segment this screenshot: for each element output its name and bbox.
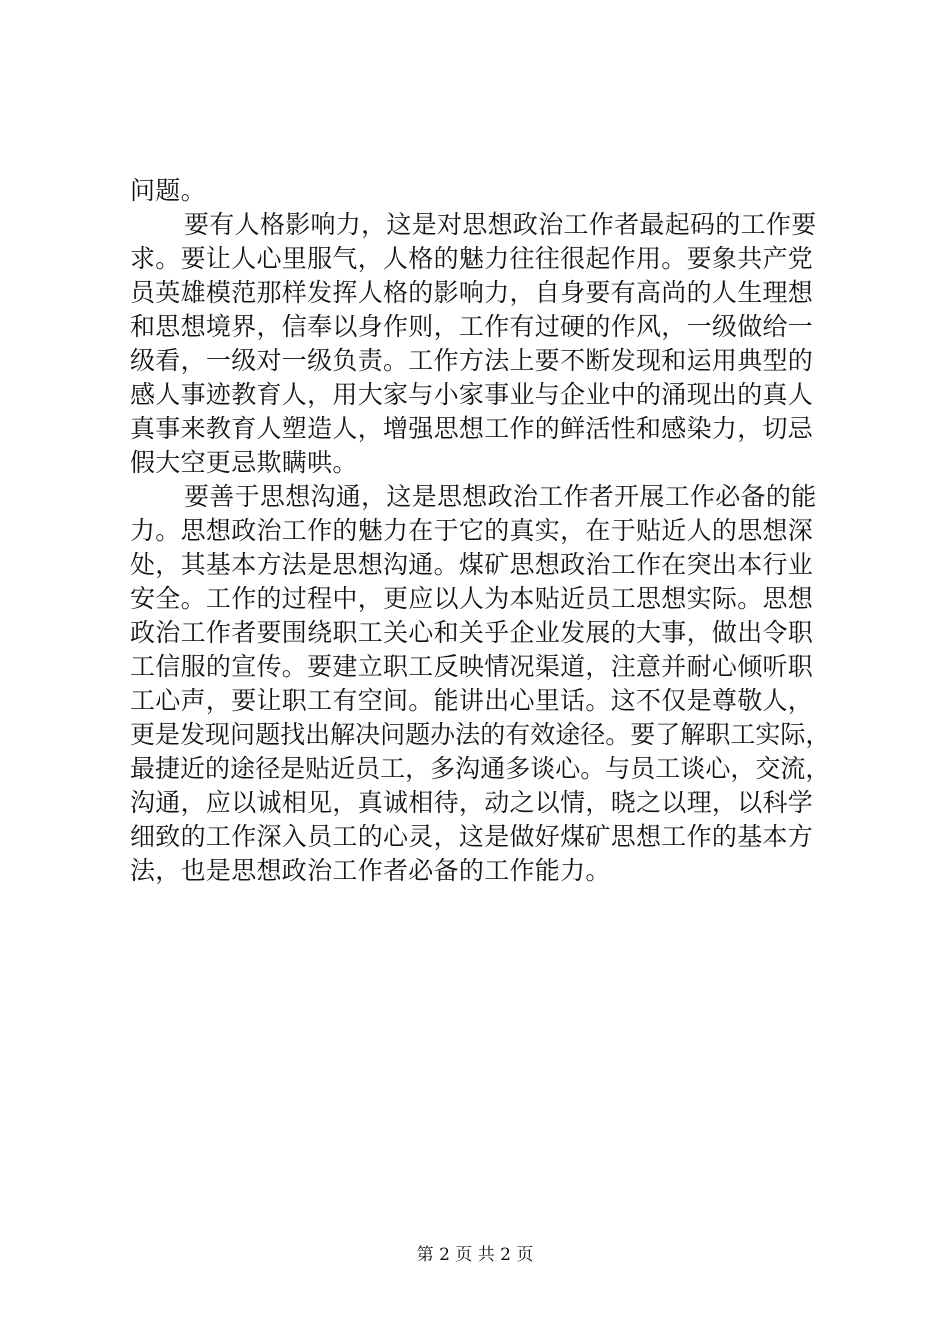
text-line: 工信服的宣传。要建立职工反映情况渠道，注意并耐心倾听职 [130,652,814,681]
text-line: 法，也是思想政治工作者必备的工作能力。 [130,856,611,885]
text-line: 沟通，应以诚相见，真诚相待，动之以情，晓之以理，以科学 [130,788,814,817]
text-line: 问题。 [130,176,206,205]
text-line: 安全。工作的过程中，更应以人为本贴近员工思想实际。思想 [130,584,814,613]
text-line: 最捷近的途径是贴近员工，多沟通多谈心。与员工谈心，交流， [130,754,831,783]
text-line: 要善于思想沟通，这是思想政治工作者开展工作必备的能 [184,482,817,511]
text-line: 要有人格影响力，这是对思想政治工作者最起码的工作要 [184,210,817,239]
text-line: 员英雄模范那样发挥人格的影响力，自身要有高尚的人生理想 [130,278,814,307]
text-line: 和思想境界，信奉以身作则，工作有过硬的作风，一级做给一 [130,312,814,341]
text-line: 假大空更忌欺瞒哄。 [130,448,358,477]
text-line: 政治工作者要围绕职工关心和关乎企业发展的大事，做出令职 [130,618,814,647]
text-line: 细致的工作深入员工的心灵，这是做好煤矿思想工作的基本方 [130,822,814,851]
text-line: 更是发现问题找出解决问题办法的有效途径。要了解职工实际， [130,720,831,749]
text-line: 处，其基本方法是思想沟通。煤矿思想政治工作在突出本行业 [130,550,814,579]
document-body [130,174,830,888]
text-line: 感人事迹教育人，用大家与小家事业与企业中的涌现出的真人 [130,380,814,409]
text-line: 工心声，要让职工有空间。能讲出心里话。这不仅是尊敬人， [130,686,814,715]
text-line: 级看，一级对一级负责。工作方法上要不断发现和运用典型的 [130,346,814,375]
text-line: 求。要让人心里服气，人格的魅力往往很起作用。要象共产党 [130,244,814,273]
text-line: 真事来教育人塑造人，增强思想工作的鲜活性和感染力，切忌 [130,414,814,443]
page-number-footer: 第 2 页 共 2 页 [416,1245,534,1265]
text-line: 力。思想政治工作的魅力在于它的真实，在于贴近人的思想深 [130,516,814,545]
